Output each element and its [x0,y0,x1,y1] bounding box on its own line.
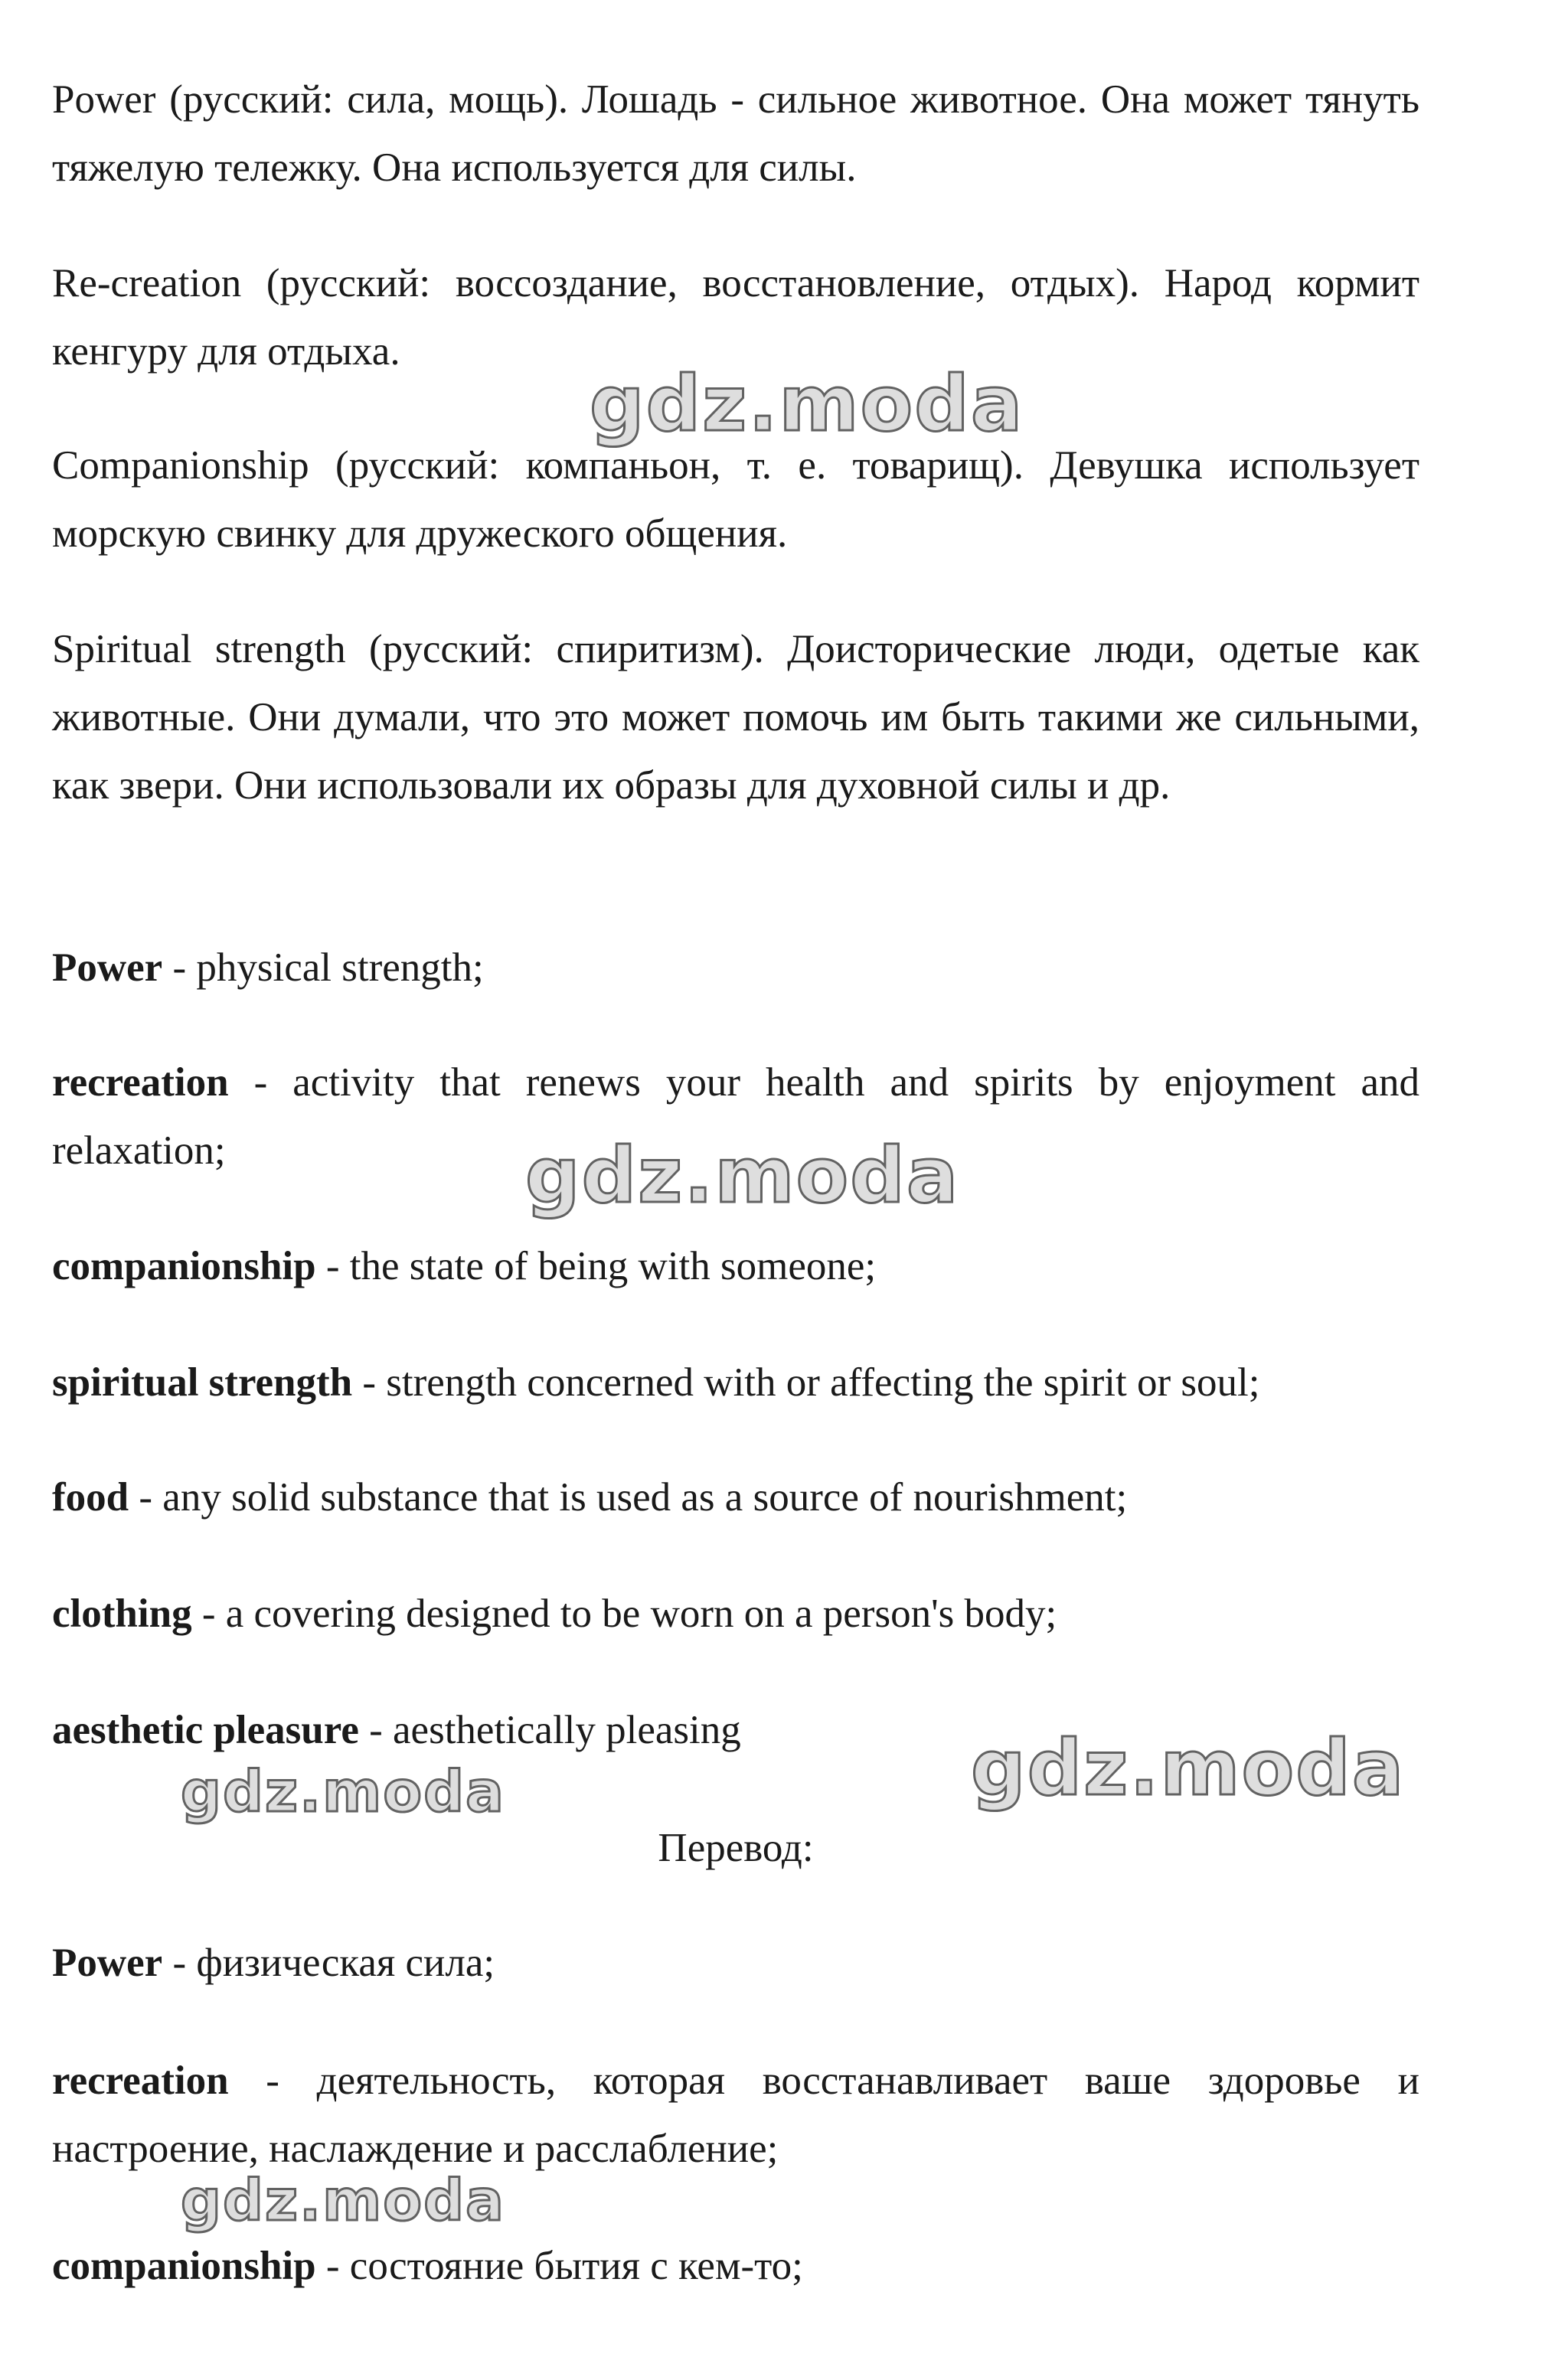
definition-text: - any solid substance that is used as a source of nourishment; [129,1475,1128,1520]
paragraph-spiritual-strength: Spiritual strength (русский: спиритизм). Доисторические люди, одетые как животные. Они думали, что это может помочь им быть такими же сильными, как звери. Они использовали их образы для духовной силы и др. [52,627,1419,808]
definition-term: recreation [52,2058,229,2103]
paragraph-recreation: Re-creation (русский: воссоздание, восстановление, отдых). Народ кормит кенгуру для отдыха. [52,261,1419,374]
definition-text: - strength concerned with or affecting the spirit or soul; [352,1360,1260,1405]
definition-text: - physical strength; [162,945,484,990]
definition-term: clothing [52,1592,192,1636]
definition-en-power [52,934,1419,1002]
watermark: gdz.moda [971,1723,1406,1813]
definition-en-food [52,1464,1419,1532]
translation-heading: Перевод: [658,1826,814,1870]
definition-term: food [52,1475,129,1520]
definition-term: spiritual strength [52,1360,353,1405]
watermark: gdz.moda [525,1131,960,1220]
definition-text: - состояние бытия с кем-то; [315,2244,803,2288]
definition-en-spiritual-strength [52,1349,1419,1417]
definition-ru-recreation [52,2047,1419,2183]
watermark: gdz.moda [590,359,1024,449]
watermark: gdz.moda [181,1759,505,1825]
definition-text: - the state of being with someone; [315,1244,877,1288]
definition-en-companionship [52,1232,1419,1301]
definition-text: - a covering designed to be worn on a person's body; [191,1592,1057,1636]
paragraph-companionship: Companionship (русский: компаньон, т. е. товарищ). Девушка использует морскую свинку для дружеского общения. [52,443,1419,556]
definition-term: companionship [52,2244,316,2288]
watermark: gdz.moda [181,2168,505,2234]
paragraph-power: Power (русский: сила, мощь). Лошадь - сильное животное. Она может тянуть тяжелую тележку. Она используется для силы. [52,77,1419,190]
definition-text: - aesthetically pleasing [358,1708,741,1752]
definition-term: Power [52,1941,163,1985]
definition-ru-power [52,1929,1419,1997]
definition-text: - физическая сила; [162,1941,495,1985]
definition-ru-companionship [52,2232,1419,2300]
definition-text: - activity that renews your health and spirits by enjoyment and relaxation; [52,1060,1419,1173]
definition-text: - деятельность, которая восстанавливает ваше здоровье и настроение, наслаждение и расслабление; [52,2058,1419,2171]
definition-term: aesthetic pleasure [52,1708,359,1752]
definition-term: companionship [52,1244,316,1288]
definition-term: recreation [52,1060,229,1105]
definition-term: Power [52,945,163,990]
definition-en-clothing [52,1580,1419,1648]
